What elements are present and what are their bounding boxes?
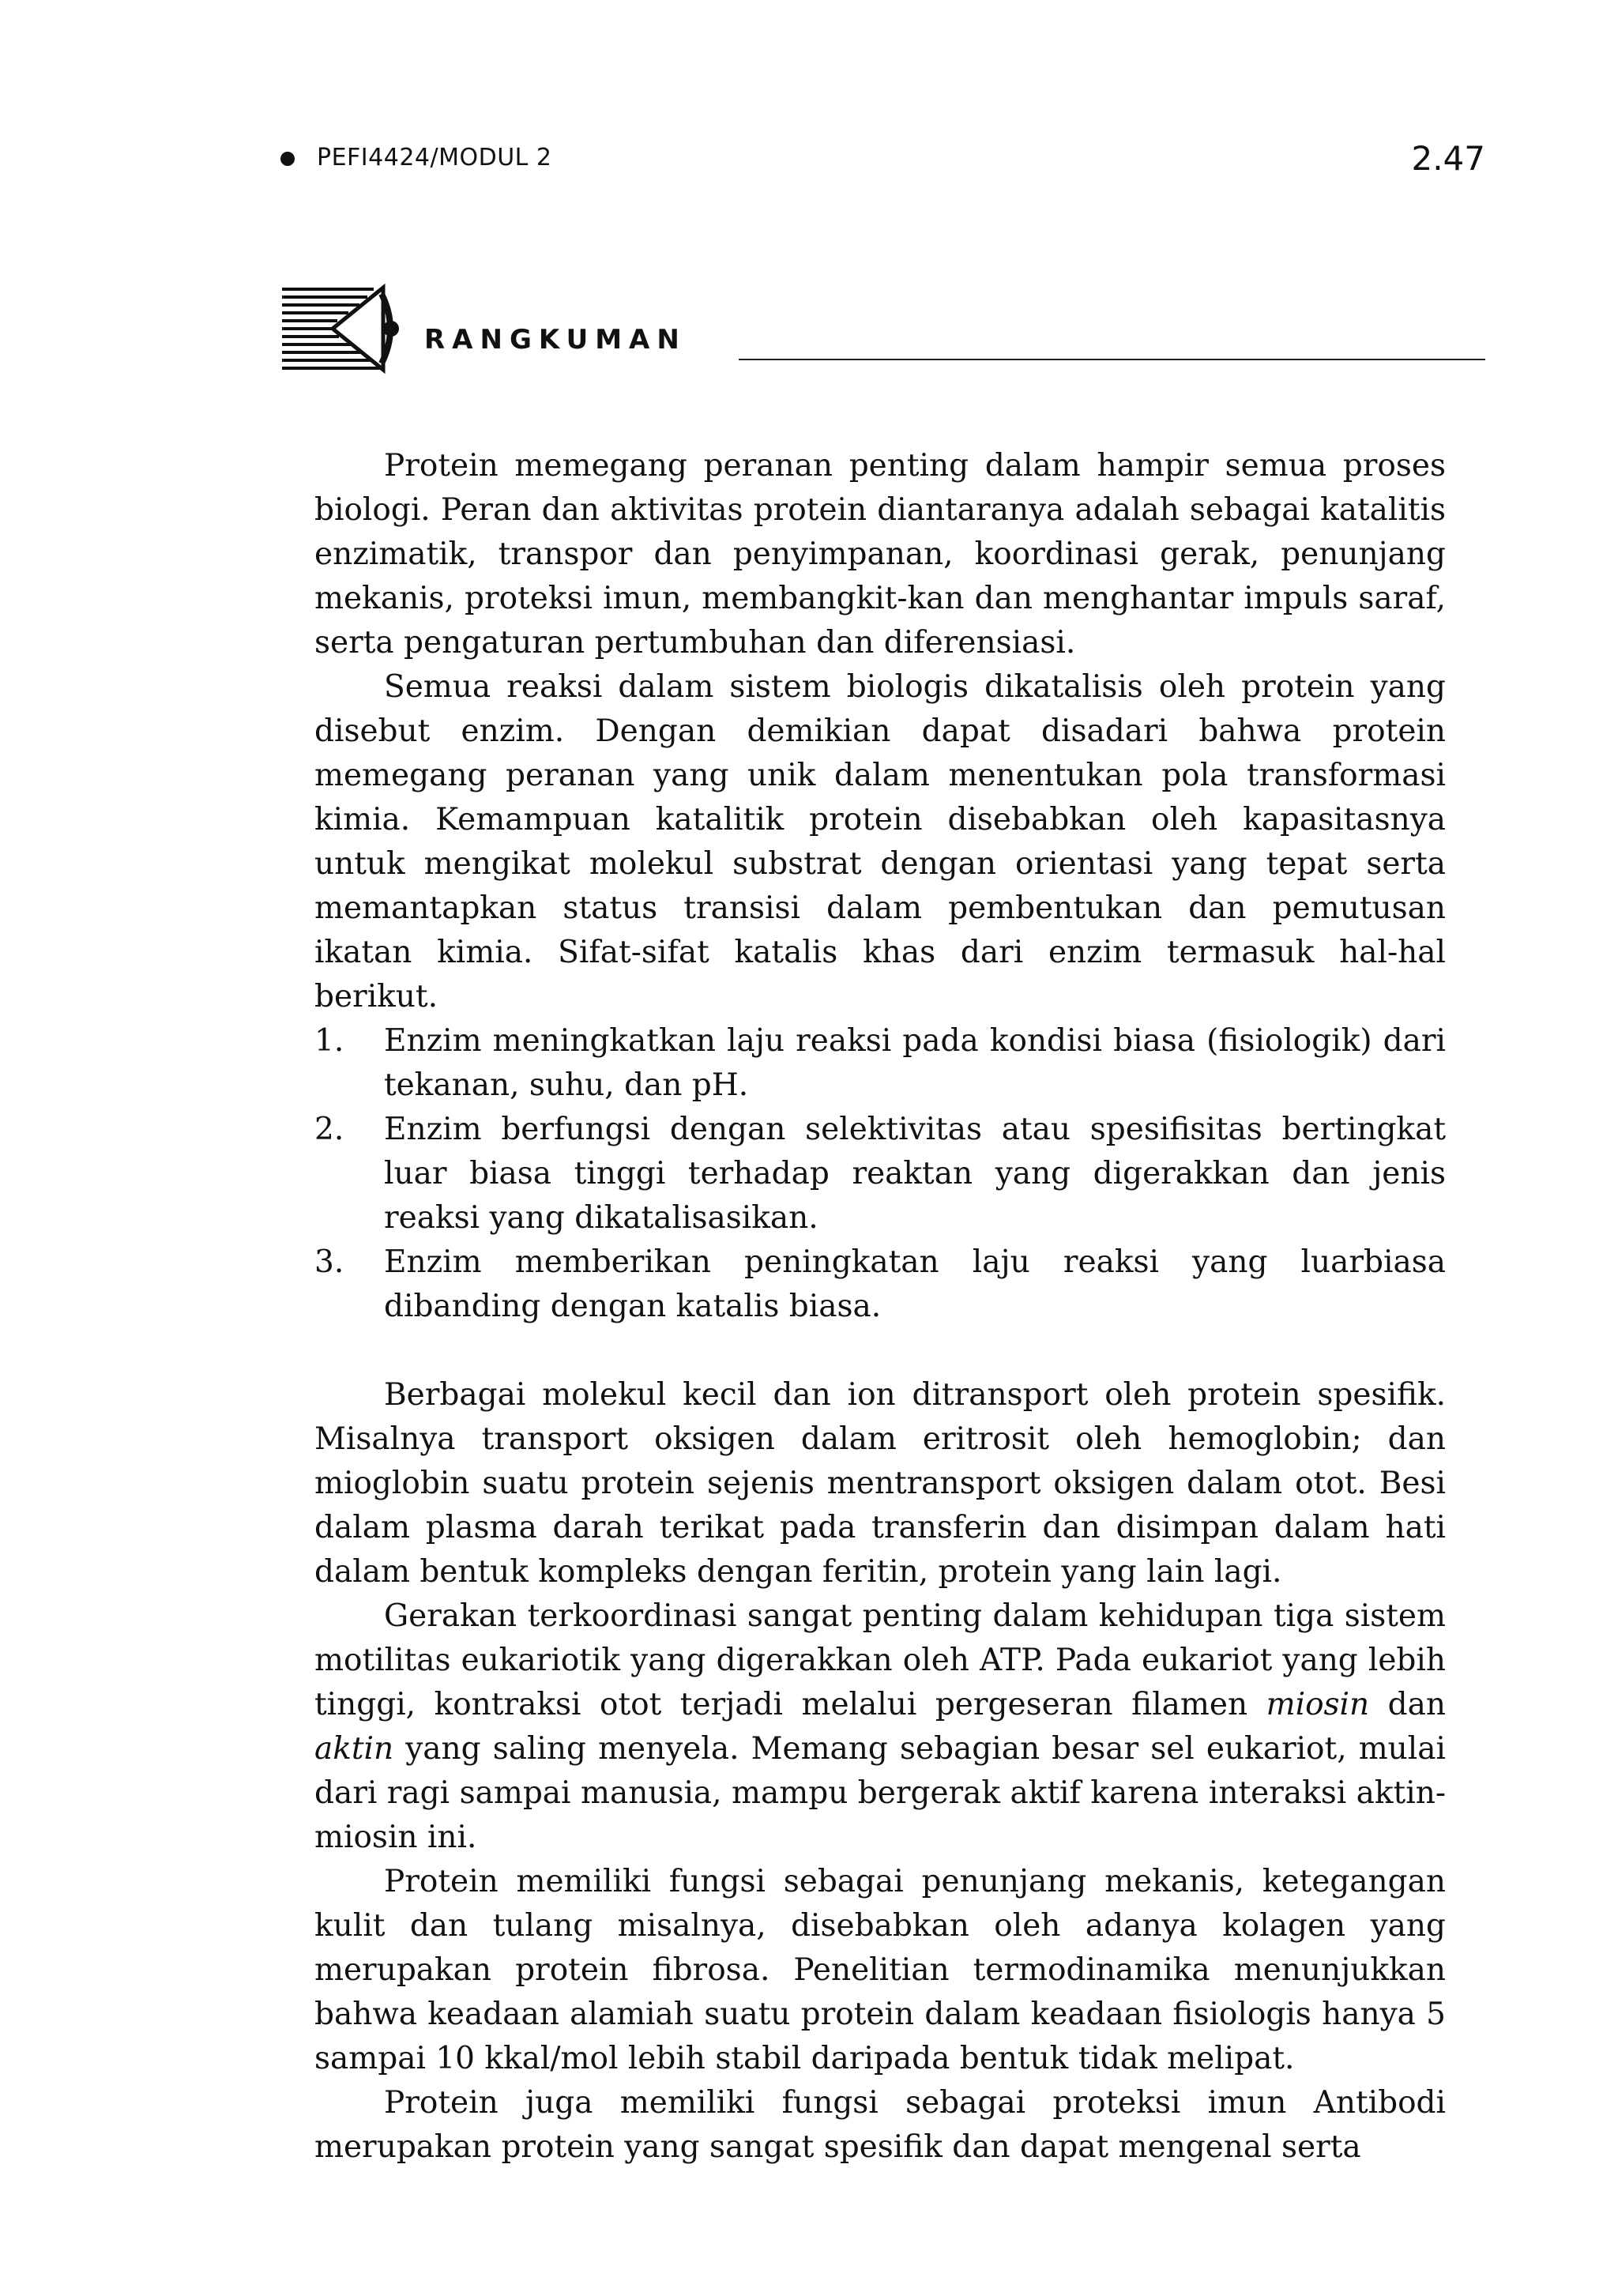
list-item (314, 1019, 1446, 1108)
section-heading (280, 280, 1485, 375)
eye-lines-icon (280, 280, 399, 375)
enzyme-properties-list (314, 1019, 1446, 1329)
paragraph: Protein memiliki fungsi sebagai penunjang mekanis, ketegangan kulit dan tulang misalnya, disebabkan oleh adanya kolagen yang merupakan protein fibrosa. Penelitian termodinamika menunjukkan bahwa keadaan alamiah suatu protein dalam keadaan fisiologis hanya 5 sampai 10 kkal/mol lebih stabil daripada bentuk tidak melipat. (314, 1864, 1446, 2076)
list-item (314, 1240, 1446, 1329)
section-divider (739, 359, 1485, 360)
summary-body (314, 444, 1446, 2170)
paragraph-text: Gerakan terkoordinasi sangat penting dalam kehidupan tiga sistem motilitas eukariotik yang digerakkan oleh ATP. Pada eukariot yang lebih tinggi, kontraksi otot terjadi melalui pergeseran filamen (314, 1598, 1446, 1722)
list-text: Enzim memberikan peningkatan laju reaksi yang luarbiasa dibanding dengan katalis biasa. (384, 1244, 1446, 1324)
list-number: 3. (314, 1244, 344, 1280)
term-miosin: miosin (1266, 1687, 1370, 1722)
list-number: 2. (314, 1112, 344, 1147)
list-item (314, 1108, 1446, 1240)
paragraph: Semua reaksi dalam sistem biologis dikatalisis oleh protein yang disebut enzim. Dengan demikian dapat disadari bahwa protein memegang peranan yang unik dalam menentukan pola transformasi kimia. Kemampuan katalitik protein disebabkan oleh kapasitasnya untuk mengikat molekul substrat dengan orientasi yang tepat serta memantapkan status transisi dalam pembentukan dan pemutusan ikatan kimia. Sifat-sifat katalis khas dari enzim termasuk hal-hal berikut. (314, 669, 1446, 1014)
page-number: 2.47 (1411, 139, 1485, 178)
paragraph-text: dan (1369, 1687, 1446, 1722)
paragraph: Protein juga memiliki fungsi sebagai proteksi imun Antibodi merupakan protein yang sangat spesifik dan dapat mengenal serta (314, 2085, 1446, 2165)
paragraph-text: yang saling menyela. Memang sebagian besar sel eukariot, mulai dari ragi sampai manusia, mampu bergerak aktif karena interaksi aktin-miosin ini. (314, 1731, 1446, 1855)
list-text: Enzim berfungsi dengan selektivitas atau spesifisitas bertingkat luar biasa tinggi terhadap reaktan yang digerakkan dan jenis reaksi yang dikatalisasikan. (384, 1112, 1446, 1236)
section-title: RANGKUMAN (424, 324, 687, 356)
paragraph: Berbagai molekul kecil dan ion ditransport oleh protein spesifik. Misalnya transport oksigen dalam eritrosit oleh hemoglobin; dan mioglobin suatu protein sejenis mentransport oksigen dalam otot. Besi dalam plasma darah terikat pada transferin dan disimpan dalam hati dalam bentuk kompleks dengan feritin, protein yang lain lagi. (314, 1377, 1446, 1590)
bullet-dot-icon (280, 152, 295, 166)
paragraph (314, 1594, 1446, 1860)
list-text: Enzim meningkatkan laju reaksi pada kondisi biasa (fisiologik) dari tekanan, suhu, dan pH. (384, 1023, 1446, 1103)
module-code: PEFI4424/MODUL 2 (317, 144, 552, 171)
paragraph: Protein memegang peranan penting dalam hampir semua proses biologi. Peran dan aktivitas protein diantaranya adalah sebagai katalitis enzimatik, transpor dan penyimpanan, koordinasi gerak, penunjang mekanis, proteksi imun, membangkit-kan dan menghantar impuls saraf, serta pengaturan pertumbuhan dan diferensiasi. (314, 448, 1446, 661)
term-aktin: aktin (314, 1731, 394, 1767)
running-header (280, 139, 1485, 186)
list-number: 1. (314, 1023, 344, 1059)
